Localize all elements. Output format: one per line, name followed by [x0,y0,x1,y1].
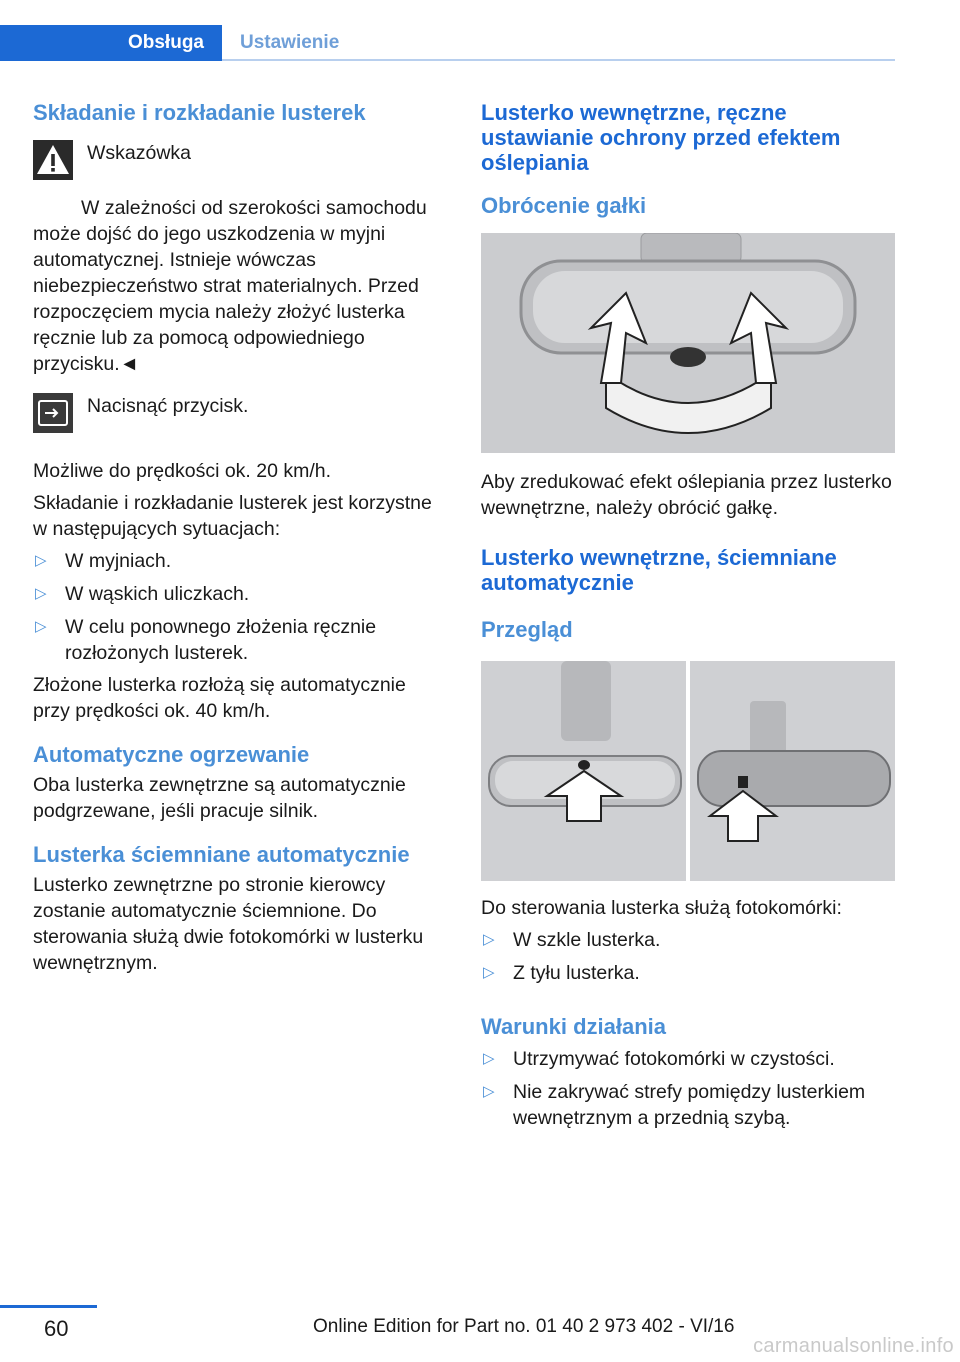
section-title-ogrzewanie: Automatyczne ogrzewanie [33,742,310,767]
triangle-right-icon: ▷ [35,552,47,569]
triangle-right-icon: ▷ [483,931,495,948]
photocell-figures [481,661,895,881]
triangle-right-icon: ▷ [35,618,47,635]
watermark: carmanualsonline.info [753,1335,954,1357]
situations-intro: Składanie i rozkładanie lusterek jest korzystne w następujących sytuacjach: [33,492,432,540]
warning-text: W zależności od szerokości samochodu może dojść do jego uszkodzenia w myjni automatycznej. Istnieje wówczas niebezpieczeństwo strat materialnych. Przed rozpoczęciem mycia należy złożyć lusterka ręcznie lub za pomocą odpowiedniego przycisku.◄ [33,197,427,375]
section-title-lusterko-reczne: Lusterko wewnętrzne, ręczne ustawianie ochrony przed efektem oślepiania [481,100,841,175]
list-item: ▷ Utrzymywać fotokomórki w czystości. [483,1048,835,1070]
header-bar [0,25,895,61]
header-divider [222,59,895,61]
edition-footer: Online Edition for Part no. 01 40 2 973 402 - VI/16 [313,1316,735,1337]
subsection-title-warunki: Warunki działania [481,1014,667,1039]
button-instruction: Nacisnąć przycisk. [87,395,249,417]
list-item: ▷ W celu ponownego złożenia ręcznie rozłożonych lusterek. [35,616,377,664]
photocell-intro: Do sterowania lusterka służą fotokomórki: [481,897,842,919]
triangle-right-icon: ▷ [483,964,495,981]
list-item: ▷ Nie zakrywać strefy pomiędzy lusterkiem wewnętrznym a przednią szybą. [483,1081,866,1129]
tab-ustawienie[interactable]: Ustawienie [240,32,340,53]
photocell-list [481,927,895,986]
mirror-back-figure [690,661,895,881]
warning-block [33,140,443,187]
triangle-right-icon: ▷ [483,1083,495,1100]
knob-text: Aby zredukować efekt oślepiania przez lusterko wewnętrzne, należy obrócić gałkę. [481,471,892,519]
triangle-right-icon: ▷ [35,585,47,602]
warning-triangle-icon [33,140,73,187]
section-title-sciemniane: Lusterka ściemniane automatycznie [33,842,410,867]
dimming-text: Lusterko zewnętrzne po stronie kierowcy zostanie automatycznie ściemnione. Do sterowania służą dwie fotokomórki w lusterku wewnętrznym. [33,874,424,974]
conditions-list [481,1046,895,1131]
heating-text: Oba lusterka zewnętrzne są automatycznie podgrzewane, jeśli pracuje silnik. [33,774,406,822]
speed-note: Możliwe do prędkości ok. 20 km/h. [33,460,332,482]
left-column [33,100,443,976]
unfold-note: Złożone lusterka rozłożą się automatycznie przy prędkości ok. 40 km/h. [33,674,406,722]
list-item: ▷ W myjniach. [35,550,172,572]
warning-title: Wskazówka [87,142,192,164]
mirror-fold-button-icon [33,393,73,440]
section-title-skladanie: Składanie i rozkładanie lusterek [33,100,366,125]
button-hint [33,393,443,440]
tab-obsluga[interactable]: Obsługa [0,25,222,61]
page-number: 60 [44,1316,69,1341]
section-title-lusterko-auto: Lusterko wewnętrzne, ściemniane automatycznie [481,545,837,595]
right-column [481,100,895,1131]
mirror-knob-figure [481,233,895,453]
list-item: ▷ W szkle lusterka. [483,929,661,951]
page-number-rule [0,1305,97,1308]
list-item: ▷ Z tyłu lusterka. [483,962,640,984]
triangle-right-icon: ▷ [483,1050,495,1067]
situations-list [33,548,443,666]
subsection-title-obrocenie: Obrócenie gałki [481,193,647,218]
subsection-title-przeglad: Przegląd [481,617,573,642]
list-item: ▷ W wąskich uliczkach. [35,583,250,605]
mirror-front-figure [481,661,686,881]
